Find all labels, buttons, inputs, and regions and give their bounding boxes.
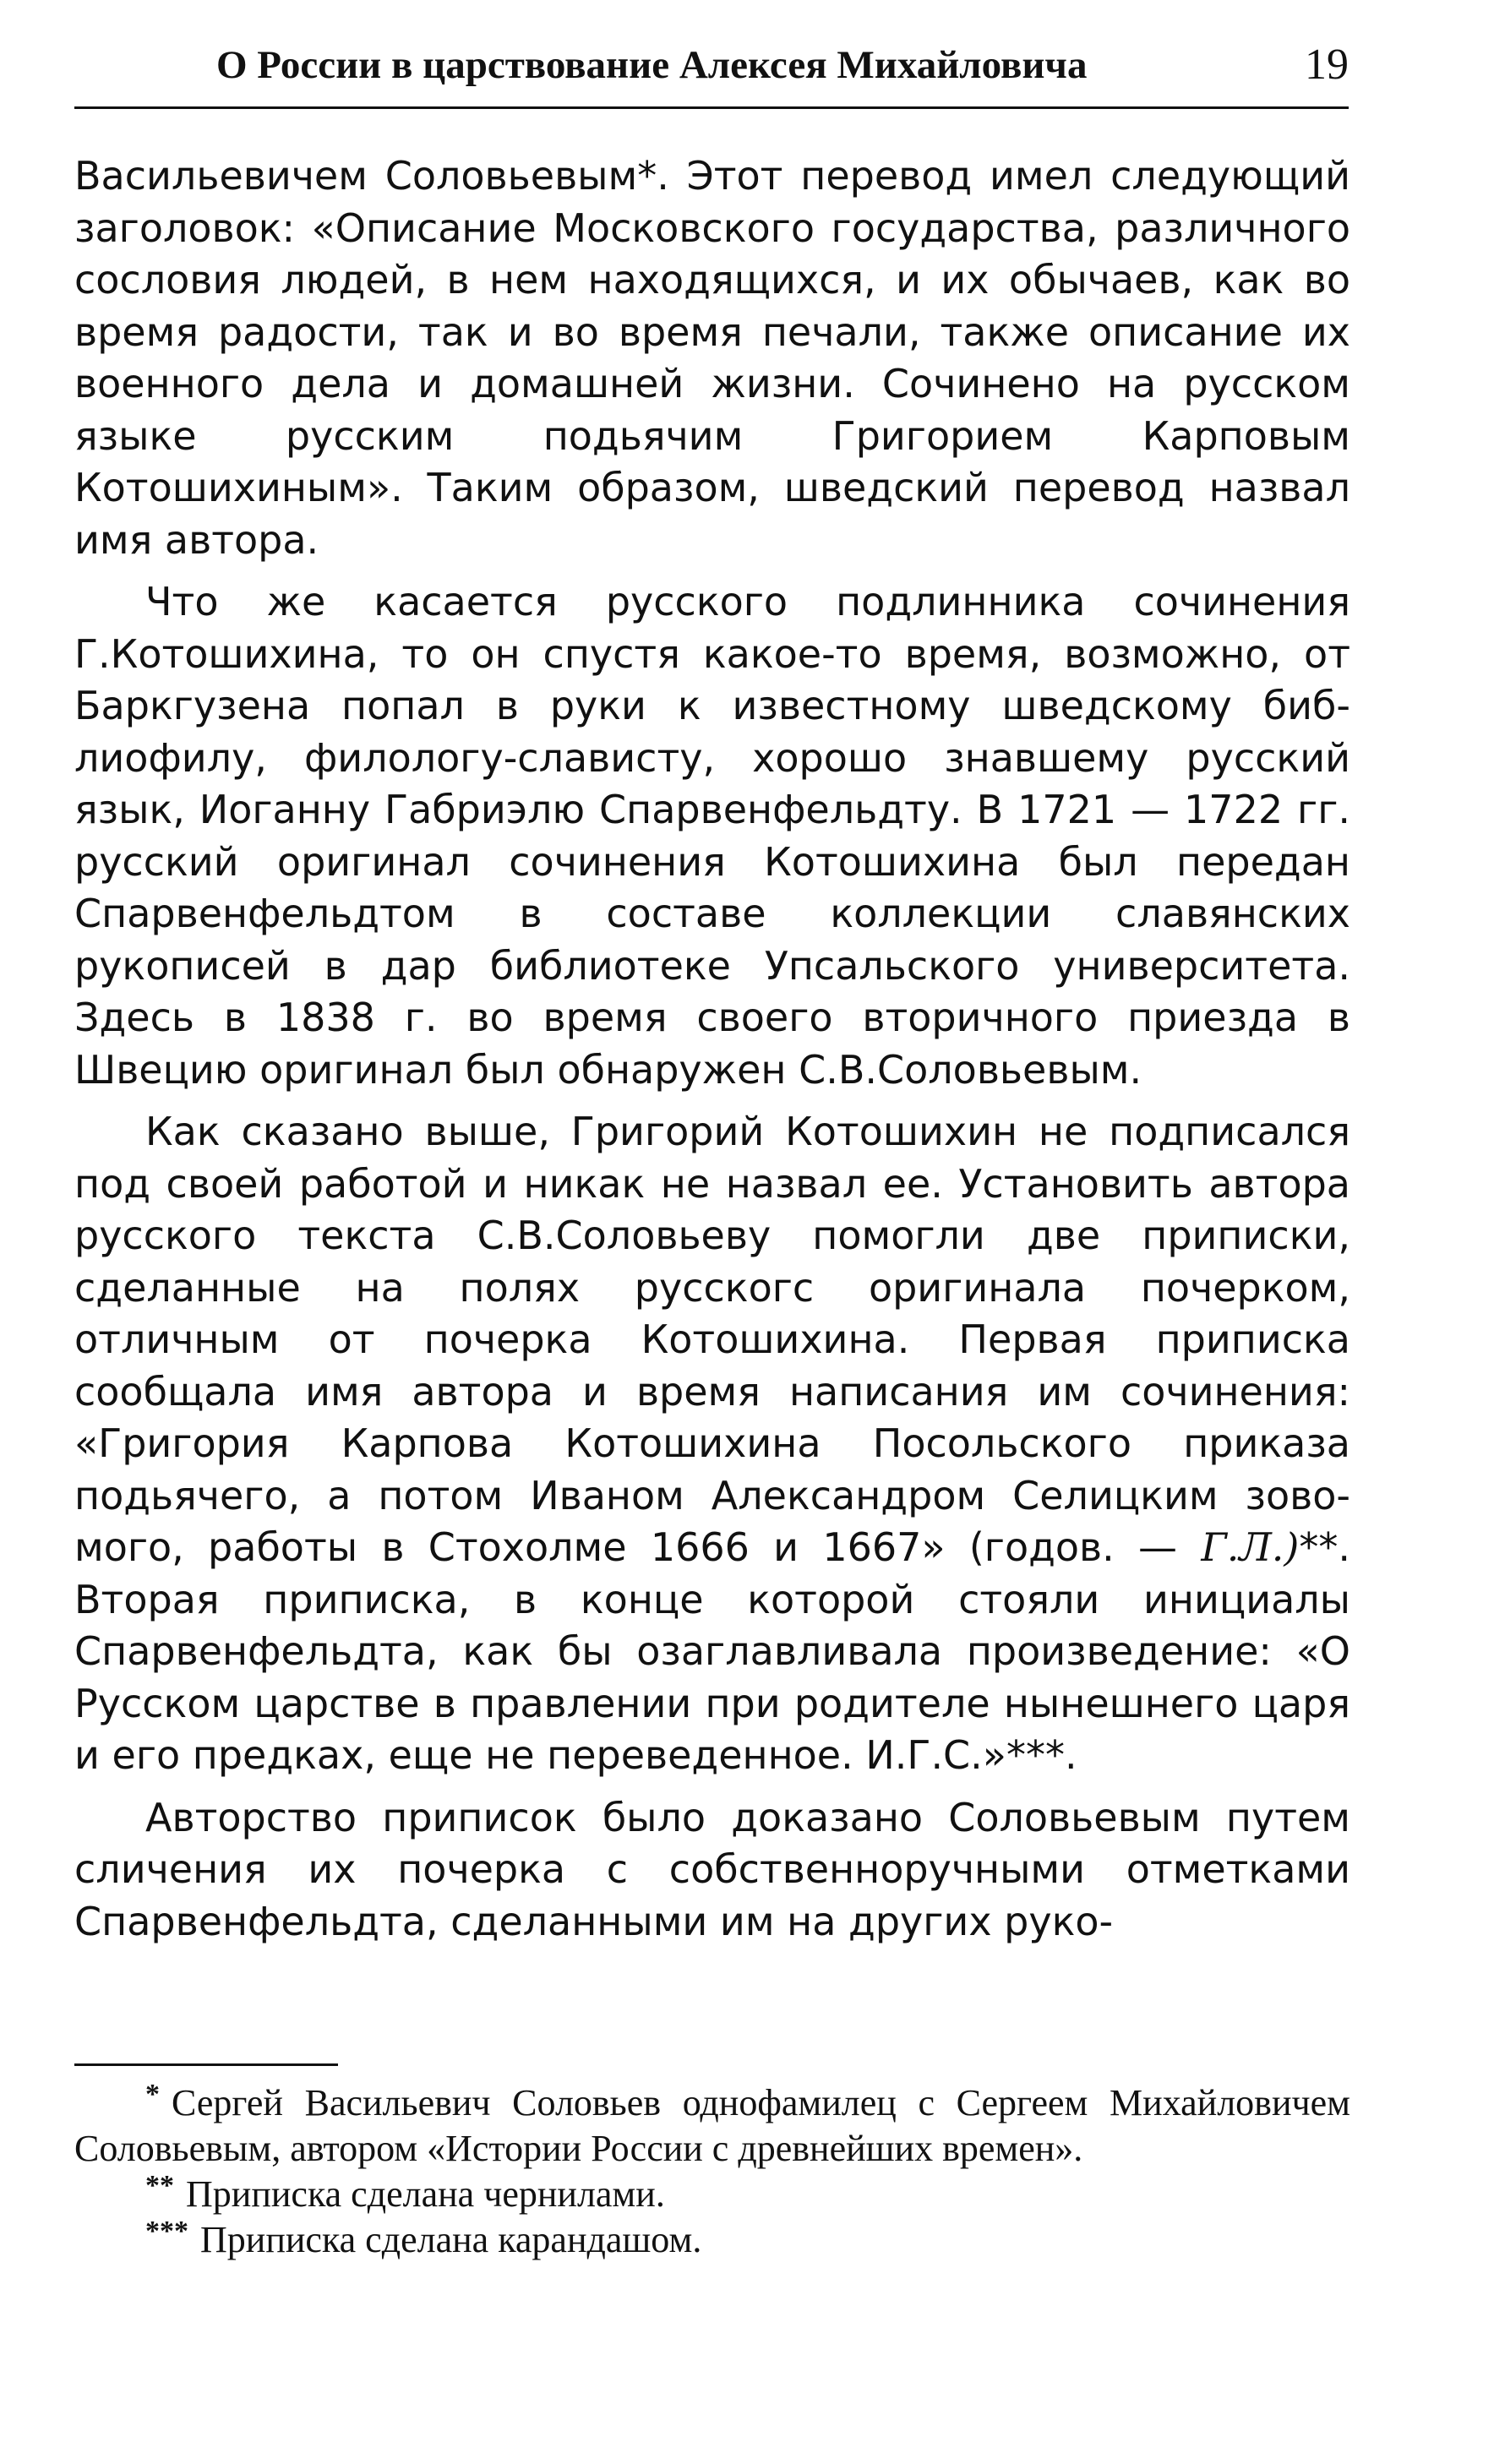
footnote-marker: ** [145, 2170, 174, 2201]
header-rule [74, 106, 1349, 109]
paragraph-4: Авторство приписок было доказано Соловьевым путем сличения их почерка с собственноручными отметками Спарвенфельдта, сделанными им на других руко- [74, 1794, 1350, 1944]
page-header [74, 35, 1349, 95]
footnote-marker: *** [145, 2216, 188, 2247]
footnote-2 [74, 2172, 1350, 2217]
footnote-rule [74, 2063, 338, 2066]
footnote-1 [74, 2080, 1350, 2172]
paragraph-3-continuation: **. Вторая приписка, в конце которой стояли инициалы Спарвенфельдта, как бы озаглавливала произведение: «О Русском царстве в правлении при родителе нынешнего царя и его предках, еще не переведенное. И.Г.С.»***. [74, 1524, 1350, 1778]
paragraph-3 [74, 1106, 1350, 1782]
paragraph-3-text: Как сказано выше, Григорий Котошихин не подписался под своей работой и никак не назвал ее. Установить автора русского текста С.В.Соловьеву помогли две приписки, сделанные на полях русскогс оригинала почерком, отличным от почерка Котошихина. Первая приписка сообщала имя автора и время написания им сочинения: «Григория Карпова Котошихина Посольского приказа подьячего, а потом Иваном Александром Селицким зовомого, работы в Стохолме 1666 и 1667» (годов. — [74, 1109, 1350, 1570]
paragraph-1: Васильевичем Соловьевым*. Этот перевод имел следующий заголовок: «Описание Московского государства, различного сословия людей, в нем находящихся, и их обычаев, как во время радости, так и во время печали, также описание их военного дела и домашней жизни. Сочинено на русском языке русским подьячим Григорием Карповым Котошихиным». Таким образом, шведский перевод назвал имя автора. [74, 153, 1350, 563]
author-initials: Г.Л.) [1201, 1524, 1300, 1570]
footnotes [74, 2080, 1350, 2263]
footnote-3 [74, 2217, 1350, 2263]
running-title: О России в царствование Алексея Михайловича [216, 43, 1088, 87]
footnote-marker: * [145, 2079, 160, 2110]
footnote-text: Сергей Васильевич Соловьев однофамилец с Сергеем Михайловичем Соловьевым, автором «Истории России с древнейших времен». [74, 2082, 1350, 2169]
footnote-text: Приписка сделана карандашом. [200, 2219, 702, 2260]
paragraph-2: Что же касается русского подлинника сочинения Г.Котошихина, то он спустя какое-то время, возможно, от Баркгузена попал в руки к известному шведскому библиофилу, филологу-слависту, хорошо знавшему русский язык, Иоганну Габриэлю Спарвенфельдту. В 1721 — 1722 гг. русский оригинал сочинения Котошихина был передан Спарвенфельдтом в составе коллекции славянских рукописей в дар библиотеке Упсальского университета. Здесь в 1838 г. во время своего вторичного приезда в Швецию оригинал был обнаружен С.В.Соловьевым. [74, 579, 1350, 1093]
footnote-text: Приписка сделана чернилами. [186, 2173, 665, 2215]
main-text [74, 150, 1350, 1958]
page-number: 19 [1305, 41, 1349, 89]
